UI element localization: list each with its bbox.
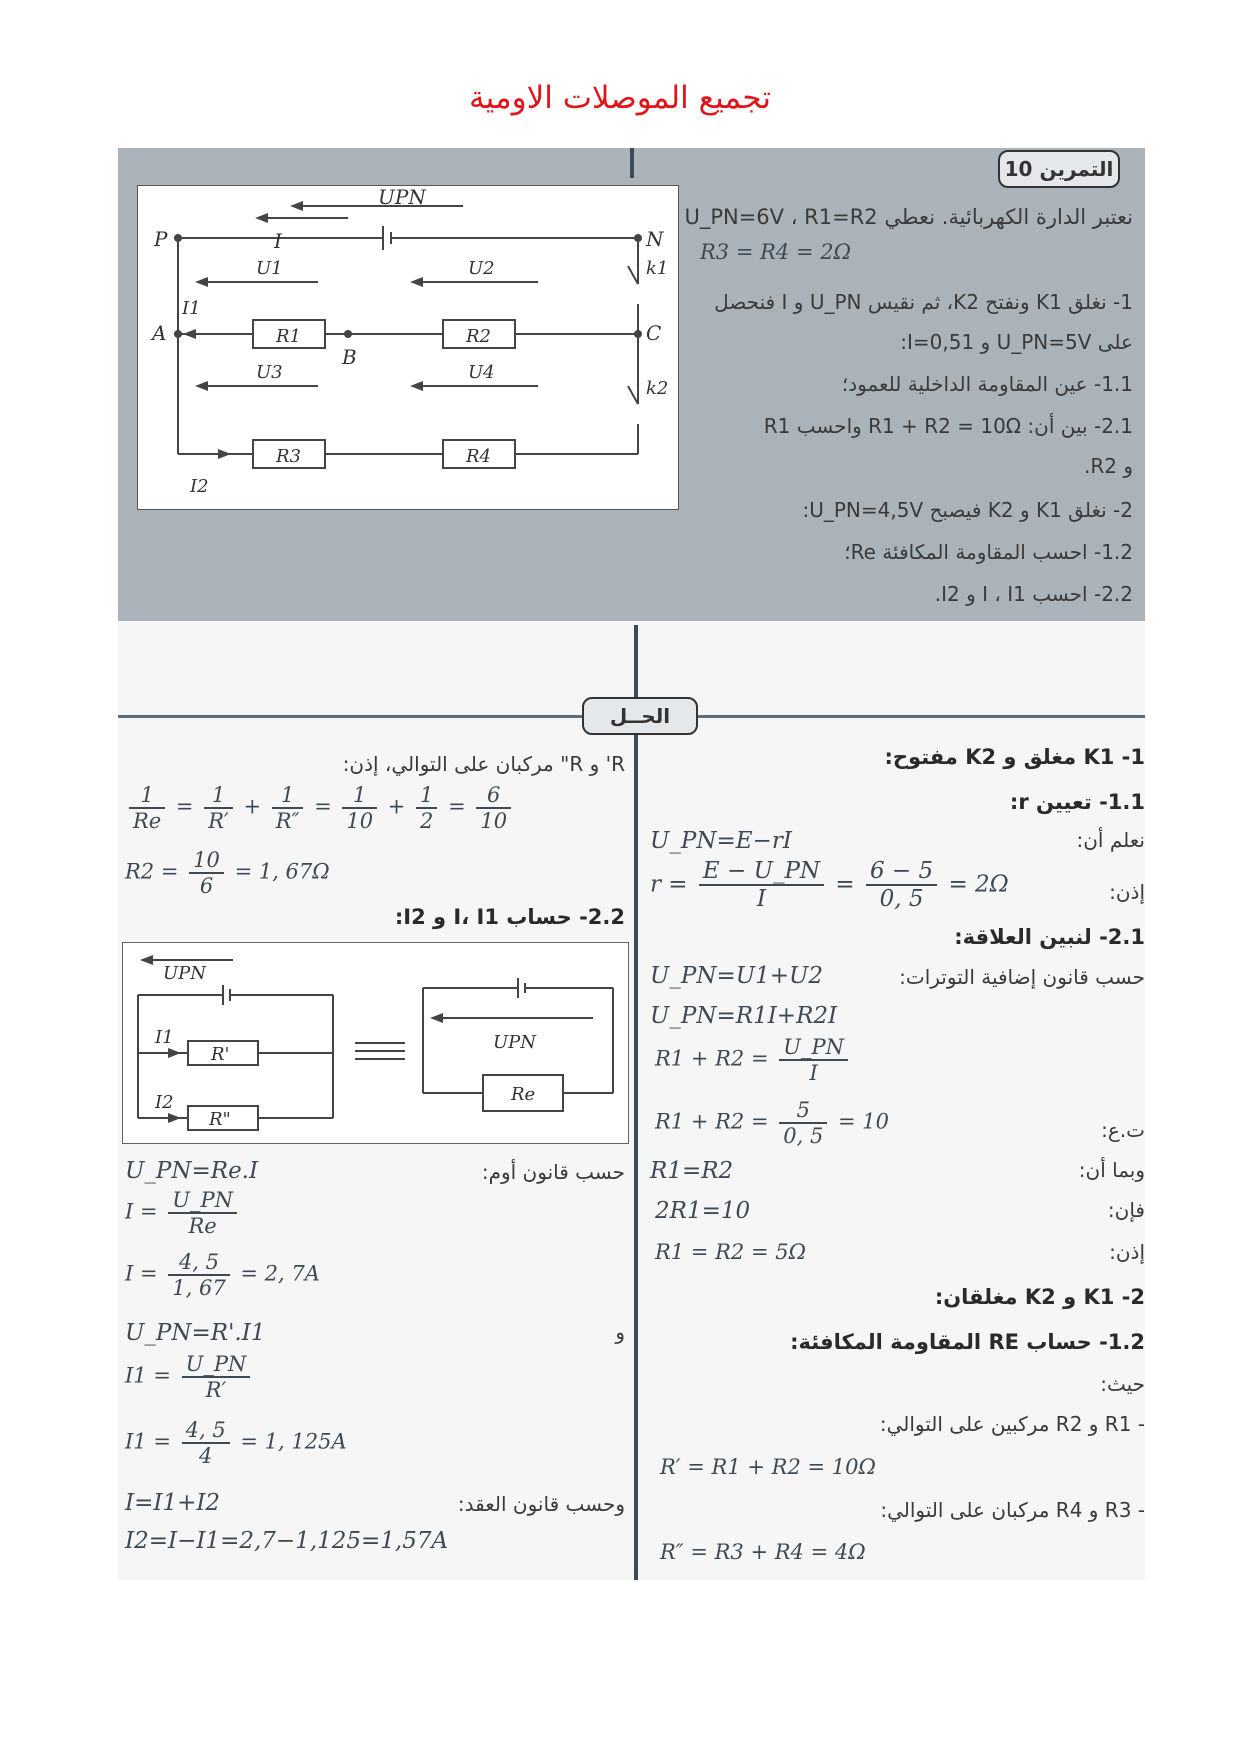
question-1-2: 1.2- احسب المقاومة المكافئة Re؛ xyxy=(844,540,1133,564)
equation-r1-r2-10: R1 + R2 = $\frac{5}{0, 5}$ = 10 xyxy=(655,1098,890,1149)
solution-badge: الحــل xyxy=(582,697,698,735)
equation-r: r = $\frac{E - U\_PN}{I}$ = $\frac{6 - 5}{0, 5}$ = 2Ω xyxy=(650,858,1009,913)
circuit2-rpp-label: R" xyxy=(209,1109,231,1130)
equation-upn-sum: U_PN=U1+U2 xyxy=(650,963,824,989)
label-node-law: وحسب قانون العقد: xyxy=(457,1492,625,1516)
label-ohm-law: حسب قانون أوم: xyxy=(481,1160,625,1184)
circuit1-r1-label: R1 xyxy=(276,326,302,347)
solution-step-2: 2- K1 و K2 مغلقان: xyxy=(934,1285,1145,1309)
question-1b: على U_PN=5V و I=0,51: xyxy=(900,330,1133,354)
equation-r1-r2-upn: R1 + R2 = $\frac{U\_PN}{I}$ xyxy=(655,1035,852,1085)
circuit2-upn2-label: UPN xyxy=(493,1032,537,1053)
equation-i1-upn-rp: I1 = $\frac{U\_PN}{R'}$ xyxy=(125,1352,254,1402)
circuit1-i-label: I xyxy=(274,229,282,253)
column-divider-top xyxy=(630,148,634,178)
label-voltage-addition: حسب قانون إضافية التوترات: xyxy=(899,965,1145,989)
equation-upn-ri: U_PN=R1I+R2I xyxy=(650,1003,838,1029)
question-2-1: 2.1- بين أن: R1 + R2 = 10Ω واحسب R1 xyxy=(763,414,1133,438)
circuit2-i2-label: I2 xyxy=(155,1092,174,1113)
circuit1-k1-label: k1 xyxy=(646,258,669,279)
circuit1-k2-label: k2 xyxy=(646,378,669,399)
circuit1-i1-label: I1 xyxy=(182,298,201,319)
equation-r1-r2-5: R1 = R2 = 5Ω xyxy=(655,1240,807,1264)
equation-2r1: 2R1=10 xyxy=(655,1198,751,1224)
circuit1-u4-label: U4 xyxy=(468,362,495,383)
equation-r-double-prime: R″ = R3 + R4 = 4Ω xyxy=(660,1540,866,1564)
circuit1-a-label: A xyxy=(152,321,167,345)
circuit2-panel xyxy=(122,942,629,1144)
equation-parallel-sum: $\frac{1}{Re}$ = $\frac{1}{R'}$ + $\frac{1}{R''}$ = $\frac{1}{10}$ + $\frac{1}{2}$ = $\frac{6}{10}$ xyxy=(125,783,515,833)
question-2-2: 2.2- احسب I ، I1 و I2. xyxy=(934,582,1133,606)
exercise-badge: التمرين 10 xyxy=(998,150,1120,188)
circuit2-rp-label: R' xyxy=(211,1044,230,1065)
circuit1-r3-label: R3 xyxy=(276,446,302,467)
equation-i-sum: I=I1+I2 xyxy=(125,1490,221,1516)
question-2: 2- نغلق K1 و K2 فيصبح U_PN=4,5V: xyxy=(802,498,1133,522)
circuit2-re-label: Re xyxy=(511,1084,536,1105)
circuit1-i2-label: I2 xyxy=(190,476,209,497)
label-then-2: إذن: xyxy=(1109,1240,1145,1264)
equation-i2-value: I2=I−I1=2,7−1,125=1,57A xyxy=(125,1528,449,1554)
circuit-diagram-panel xyxy=(137,185,679,510)
solution-step-1: 1- K1 مغلق و K2 مفتوح: xyxy=(884,745,1145,769)
label-and: و xyxy=(615,1320,625,1344)
circuit1-b-label: B xyxy=(342,345,357,369)
question-1: 1- نغلق K1 ونفتح K2، ثم نقيس U_PN و I فنحصل xyxy=(714,290,1133,314)
circuit1-u2-label: U2 xyxy=(468,258,495,279)
circuit1-r2-label: R2 xyxy=(466,326,492,347)
label-numerical: ت.ع: xyxy=(1101,1118,1145,1142)
question-1-1: 1.1- عين المقاومة الداخلية للعمود؛ xyxy=(841,372,1133,396)
circuit1-n-label: N xyxy=(646,227,664,251)
equation-i-value: I = $\frac{4, 5}{1, 67}$ = 2, 7A xyxy=(125,1250,320,1301)
label-since: وبما أن: xyxy=(1078,1158,1145,1182)
circuit-diagram xyxy=(138,186,678,509)
label-parallel: R' و R" مركبان على التوالي، إذن: xyxy=(342,752,625,776)
equation-upn-re-i: U_PN=Re.I xyxy=(125,1158,259,1184)
page-title: تجميع الموصلات الاومية xyxy=(469,80,771,116)
circuit1-p-label: P xyxy=(154,227,168,251)
circuit1-upn-label: UPN xyxy=(378,186,426,209)
label-where: حيث: xyxy=(1100,1372,1145,1396)
question-values: R3 = R4 = 2Ω xyxy=(700,240,852,264)
equation-r1-eq-r2: R1=R2 xyxy=(650,1158,734,1184)
circuit2-diagram xyxy=(123,943,628,1143)
solution-step-1-2: 1.2- حساب RE المقاومة المكافئة: xyxy=(790,1330,1145,1354)
equation-upn-rp-i1: U_PN=R'.I1 xyxy=(125,1320,266,1346)
label-we-know: نعلم أن: xyxy=(1076,828,1145,852)
solution-step-1-1: 1.1- تعيين r: xyxy=(1009,790,1145,814)
solution-step-2-1: 2.1- لنبين العلاقة: xyxy=(954,925,1145,949)
equation-i1-value: I1 = $\frac{4, 5}{4}$ = 1, 125A xyxy=(125,1418,347,1469)
label-so: فإن: xyxy=(1107,1198,1145,1222)
label-then: إذن: xyxy=(1109,880,1145,904)
label-series-r3-r4: - R3 و R4 مركبان على التوالي: xyxy=(880,1498,1145,1522)
solution-step-2-2: 2.2- حساب I، I1 و I2: xyxy=(394,905,625,929)
equation-upn-e-ri: U_PN=E−rI xyxy=(650,828,792,854)
question-2-1b: و R2. xyxy=(1084,454,1133,478)
circuit1-r4-label: R4 xyxy=(466,446,492,467)
label-series-r1-r2: - R1 و R2 مركبين على التوالي: xyxy=(879,1412,1145,1436)
circuit1-u1-label: U1 xyxy=(256,258,283,279)
equation-i-upn-re: I = $\frac{U\_PN}{Re}$ xyxy=(125,1188,241,1238)
circuit1-u3-label: U3 xyxy=(256,362,283,383)
circuit2-i1-label: I1 xyxy=(155,1027,174,1048)
circuit2-upn-label: UPN xyxy=(163,963,207,984)
column-divider xyxy=(634,625,638,1580)
equation-r-prime: R′ = R1 + R2 = 10Ω xyxy=(660,1455,876,1479)
question-intro: نعتبر الدارة الكهربائية. نعطي U_PN=6V ، R1=R2 xyxy=(684,205,1133,229)
circuit1-c-label: C xyxy=(646,321,662,345)
equation-re-value: R2 = $\frac{10}{6}$ = 1, 67Ω xyxy=(125,848,330,899)
